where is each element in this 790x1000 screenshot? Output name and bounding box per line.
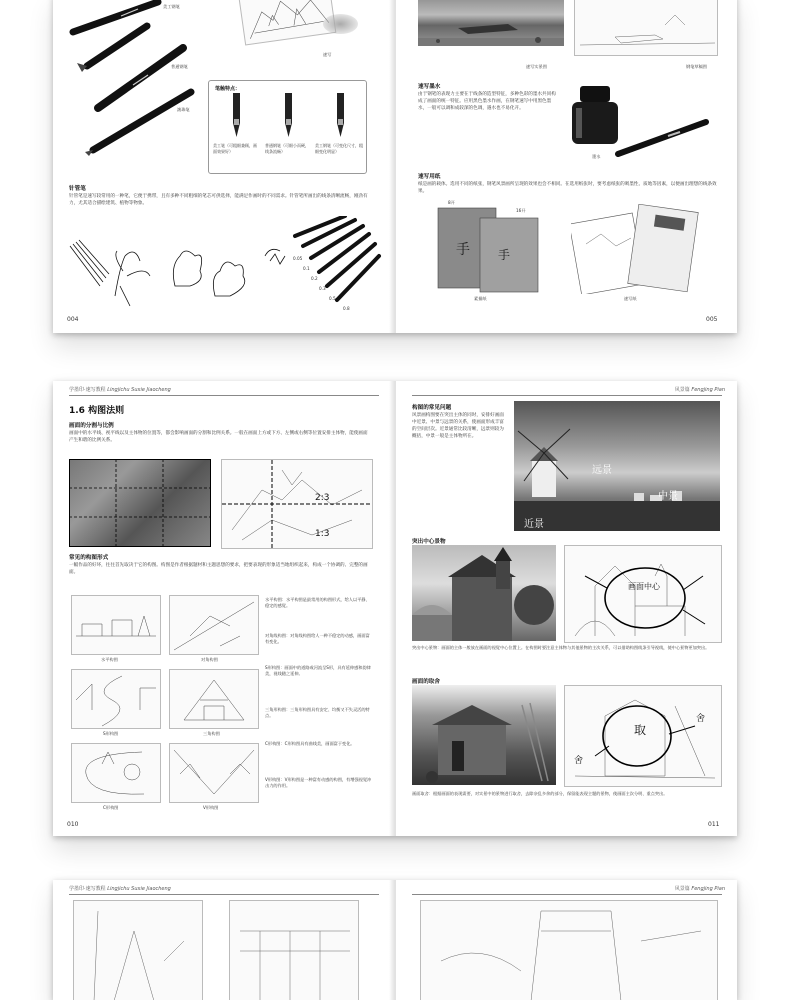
running-head-right-3 xyxy=(675,885,725,892)
spread-next xyxy=(53,880,737,1000)
thumb-diagonal xyxy=(169,595,259,655)
needle-size-5: 0.5 xyxy=(329,296,336,301)
running-head-left xyxy=(69,386,171,393)
ratio-sketch xyxy=(221,459,373,549)
header-rule xyxy=(69,395,379,396)
center-label: 画面中心 xyxy=(628,582,660,591)
boat-photo xyxy=(418,0,564,46)
running-head-pinyin: Fengjing Pian xyxy=(691,886,725,892)
comp-note-3: S形构图：画面中的道路或河流呈S形，具有延伸感和韵律美，视线随之延伸。 xyxy=(265,665,371,677)
header-rule xyxy=(412,395,722,396)
paper-label-2: 速写纸 xyxy=(624,296,637,301)
page-number-011: 011 xyxy=(708,821,720,828)
thumb-label-5: C形构图 xyxy=(103,805,119,810)
running-head-title: 风景篇 xyxy=(674,387,690,393)
nib-title: 笔触特点： xyxy=(215,86,241,92)
needle-size-4: 0.3 xyxy=(319,286,326,291)
svg-text:手: 手 xyxy=(456,242,470,258)
thumb-label-4: 三角构图 xyxy=(203,731,220,736)
running-head-right xyxy=(675,386,725,393)
sub-heading-forms: 常见的构图形式 xyxy=(69,555,109,561)
next-sketch-2 xyxy=(229,900,359,1000)
paper-title: 速写用纸 xyxy=(418,174,441,180)
ratio-label-2: 1:3 xyxy=(315,529,330,539)
page-number-010: 010 xyxy=(67,821,79,828)
nib-caption-3: 美工钢笔（可变化尺寸，粗细变化明显） xyxy=(315,143,363,154)
page-004 xyxy=(53,0,394,333)
ink-label: 墨水 xyxy=(592,154,601,159)
thumb-label-1: 水平构图 xyxy=(101,657,118,662)
section-title: 1.6 构图法则 xyxy=(69,406,125,416)
spread-pages-010-011 xyxy=(53,381,737,836)
running-head-title: 学墨印·速写教程 xyxy=(69,387,106,393)
page-011 xyxy=(396,381,737,836)
next-sketch-3 xyxy=(420,900,718,1000)
thumb-horizontal xyxy=(71,595,161,655)
division-text: 画面中的水平线、视平线以及主体物的位置等，都会影响画面的分割和比例关系。一般在画面上方或下方、左侧或右侧等位置安排主体物，能使画面产生和谐的比例关系。 xyxy=(69,431,368,443)
castle-sketch xyxy=(564,545,722,643)
castle-photo xyxy=(412,545,556,641)
choice-label-drop-2: 舍 xyxy=(696,714,706,724)
needle-size-2: 0.1 xyxy=(303,266,310,271)
nib-caption-1: 美工笔（可粗细兼顾，画面效果好） xyxy=(213,143,257,154)
header-rule xyxy=(69,894,379,895)
nib-caption-2: 普通钢笔（可细小而硬，线条流畅） xyxy=(265,143,309,154)
comp-note-1: 水平构图：水平构图是最常用的构图形式，给人以平静、稳定的感觉。 xyxy=(265,597,370,609)
header-rule xyxy=(412,894,722,895)
page-012 xyxy=(53,880,394,1000)
sub-heading-common-problems: 构图的常见问题 xyxy=(412,405,452,411)
running-head-left-3 xyxy=(69,885,171,892)
page-005 xyxy=(396,0,737,333)
paper-text: 纸是画的载体。选用不同的纸张，钢笔风景画所呈现的效果也会不相同。在选用纸张时，要考虑纸张的吸墨性、质地等因素，以便画出理想的线条效果。 xyxy=(418,182,717,194)
running-head-pinyin: Lingjichu Suxie Jiaocheng xyxy=(107,387,171,393)
pen-sketch-image xyxy=(238,0,336,45)
thumb-v-shape xyxy=(169,743,259,803)
sub-heading-division: 画面的分割与比例 xyxy=(69,423,114,429)
running-head-title: 学墨印·速写教程 xyxy=(69,886,106,892)
depth-label-near: 近景 xyxy=(524,519,544,530)
forms-text: 一幅作品的好坏，往往首先取决于它的构图。构图是作者根据题材和主题思想的要求，把要表现的形象适当地组织起来，构成一个协调的、完整的画面。 xyxy=(69,563,368,575)
thumb-triangle xyxy=(169,669,259,729)
paper-label-1: 素描纸 xyxy=(474,296,487,301)
ratio-label-1: 2:3 xyxy=(315,493,330,503)
thumb-label-6: V形构图 xyxy=(203,805,219,810)
pen-draft-sketch xyxy=(574,0,718,56)
nib-images xyxy=(219,93,359,139)
windmill-photo xyxy=(514,401,720,531)
hand-shadow xyxy=(323,14,358,34)
thumb-label-3: S形构图 xyxy=(103,731,119,736)
svg-text:手: 手 xyxy=(498,248,511,262)
needle-pen-title: 针管笔 xyxy=(69,186,86,192)
pen-label-3: 滚珠笔 xyxy=(177,107,190,112)
spiral-sketchbooks-image xyxy=(571,204,711,294)
book-size-16k: 16开 xyxy=(516,208,526,213)
needle-pen-strokes xyxy=(65,216,385,316)
needle-size-6: 0.8 xyxy=(343,306,350,311)
pen-label-2: 普通钢笔 xyxy=(171,64,188,69)
ink-title: 速写墨水 xyxy=(418,84,441,90)
grid-photo xyxy=(69,459,211,547)
pens-illustration xyxy=(63,0,213,164)
pen-label-1: 美工钢笔 xyxy=(163,4,180,9)
page-number-005: 005 xyxy=(706,316,718,323)
choice-label-drop-1: 舍 xyxy=(574,756,584,766)
running-head-pinyin: Fengjing Pian xyxy=(691,387,725,393)
needle-size-1: 0.05 xyxy=(293,256,303,261)
next-sketch-1 xyxy=(73,900,203,1000)
thumb-label-2: 对角构图 xyxy=(201,657,218,662)
ink-bottle-image xyxy=(568,84,718,164)
common-problems-text: 风景画构图要在突出主体的同时，安排好画面中近景、中景与远景的关系，使画面形成丰富的空间层次。近景通常比较清晰，远景则较为概括，中景一般是主体物所在。 xyxy=(412,413,504,439)
running-head-title: 风景篇 xyxy=(674,886,690,892)
thumb-c-curve xyxy=(71,743,161,803)
comp-note-5: C形构图：C形构图具有曲线美，画面富于变化。 xyxy=(265,741,355,746)
sketch-label: 速写 xyxy=(323,52,332,57)
spread-pages-004-005 xyxy=(53,0,737,333)
photo-caption-2: 钢笔草稿图 xyxy=(686,64,707,69)
depth-label-far: 远景 xyxy=(592,465,612,476)
book-size-8k: 8开 xyxy=(448,200,455,205)
nib-characteristics-box xyxy=(208,80,367,174)
choice-label-keep: 取 xyxy=(634,723,647,737)
village-photo xyxy=(412,685,556,785)
needle-size-3: 0.2 xyxy=(311,276,318,281)
ink-text: 由于钢笔的表现力主要在于线条的造型特征，多种色彩的墨水共同构成了画面的统一特征。应用黑色墨水作画，在钢笔速写中用黑色墨水，一般可以调和成较深的色调，遇水也不易化开。 xyxy=(418,92,556,111)
sub-heading-choice: 画面的取舍 xyxy=(412,679,440,685)
sub-heading-center: 突出中心景物 xyxy=(412,539,446,545)
sketchbooks-image xyxy=(436,204,546,294)
page-number-004: 004 xyxy=(67,316,79,323)
page-013 xyxy=(396,880,737,1000)
choice-text: 画面取舍：根据画面的表现需要，对实景中的景物进行取舍，去除杂乱多余的部分，保留能表现主题的景物，使画面主次分明、重点突出。 xyxy=(412,791,668,796)
depth-label-mid: 中景 xyxy=(658,491,678,502)
photo-caption-1: 速写实景图 xyxy=(526,64,547,69)
comp-note-2: 对角线构图：对角线构图给人一种不稳定的动感，画面富有变化。 xyxy=(265,633,370,645)
center-text: 突出中心景物：画面的主体一般放在画面的视觉中心位置上。在构图时要注意主体物与其他景物的主次关系，可以借助构图线条引导视线，使中心景物更加突出。 xyxy=(412,645,710,650)
thumb-s-curve xyxy=(71,669,161,729)
needle-pen-text: 针管笔是速写较常用的一种笔，它便于携带，且有多种不同粗细的笔芯可供选择，能满足作画时的不同需求。针管笔所画出的线条清晰流畅，刚劲有力，尤其适合描绘建筑、植物等物象。 xyxy=(69,194,368,206)
comp-note-4: 三角形构图：三角形构图具有安定、均衡又不失灵活的特点。 xyxy=(265,707,370,719)
running-head-pinyin: Lingjichu Suxie Jiaocheng xyxy=(107,886,171,892)
page-010 xyxy=(53,381,394,836)
comp-note-6: V形构图：V形构图是一种富有动感的构图，有增强视觉冲击力的作用。 xyxy=(265,777,372,789)
